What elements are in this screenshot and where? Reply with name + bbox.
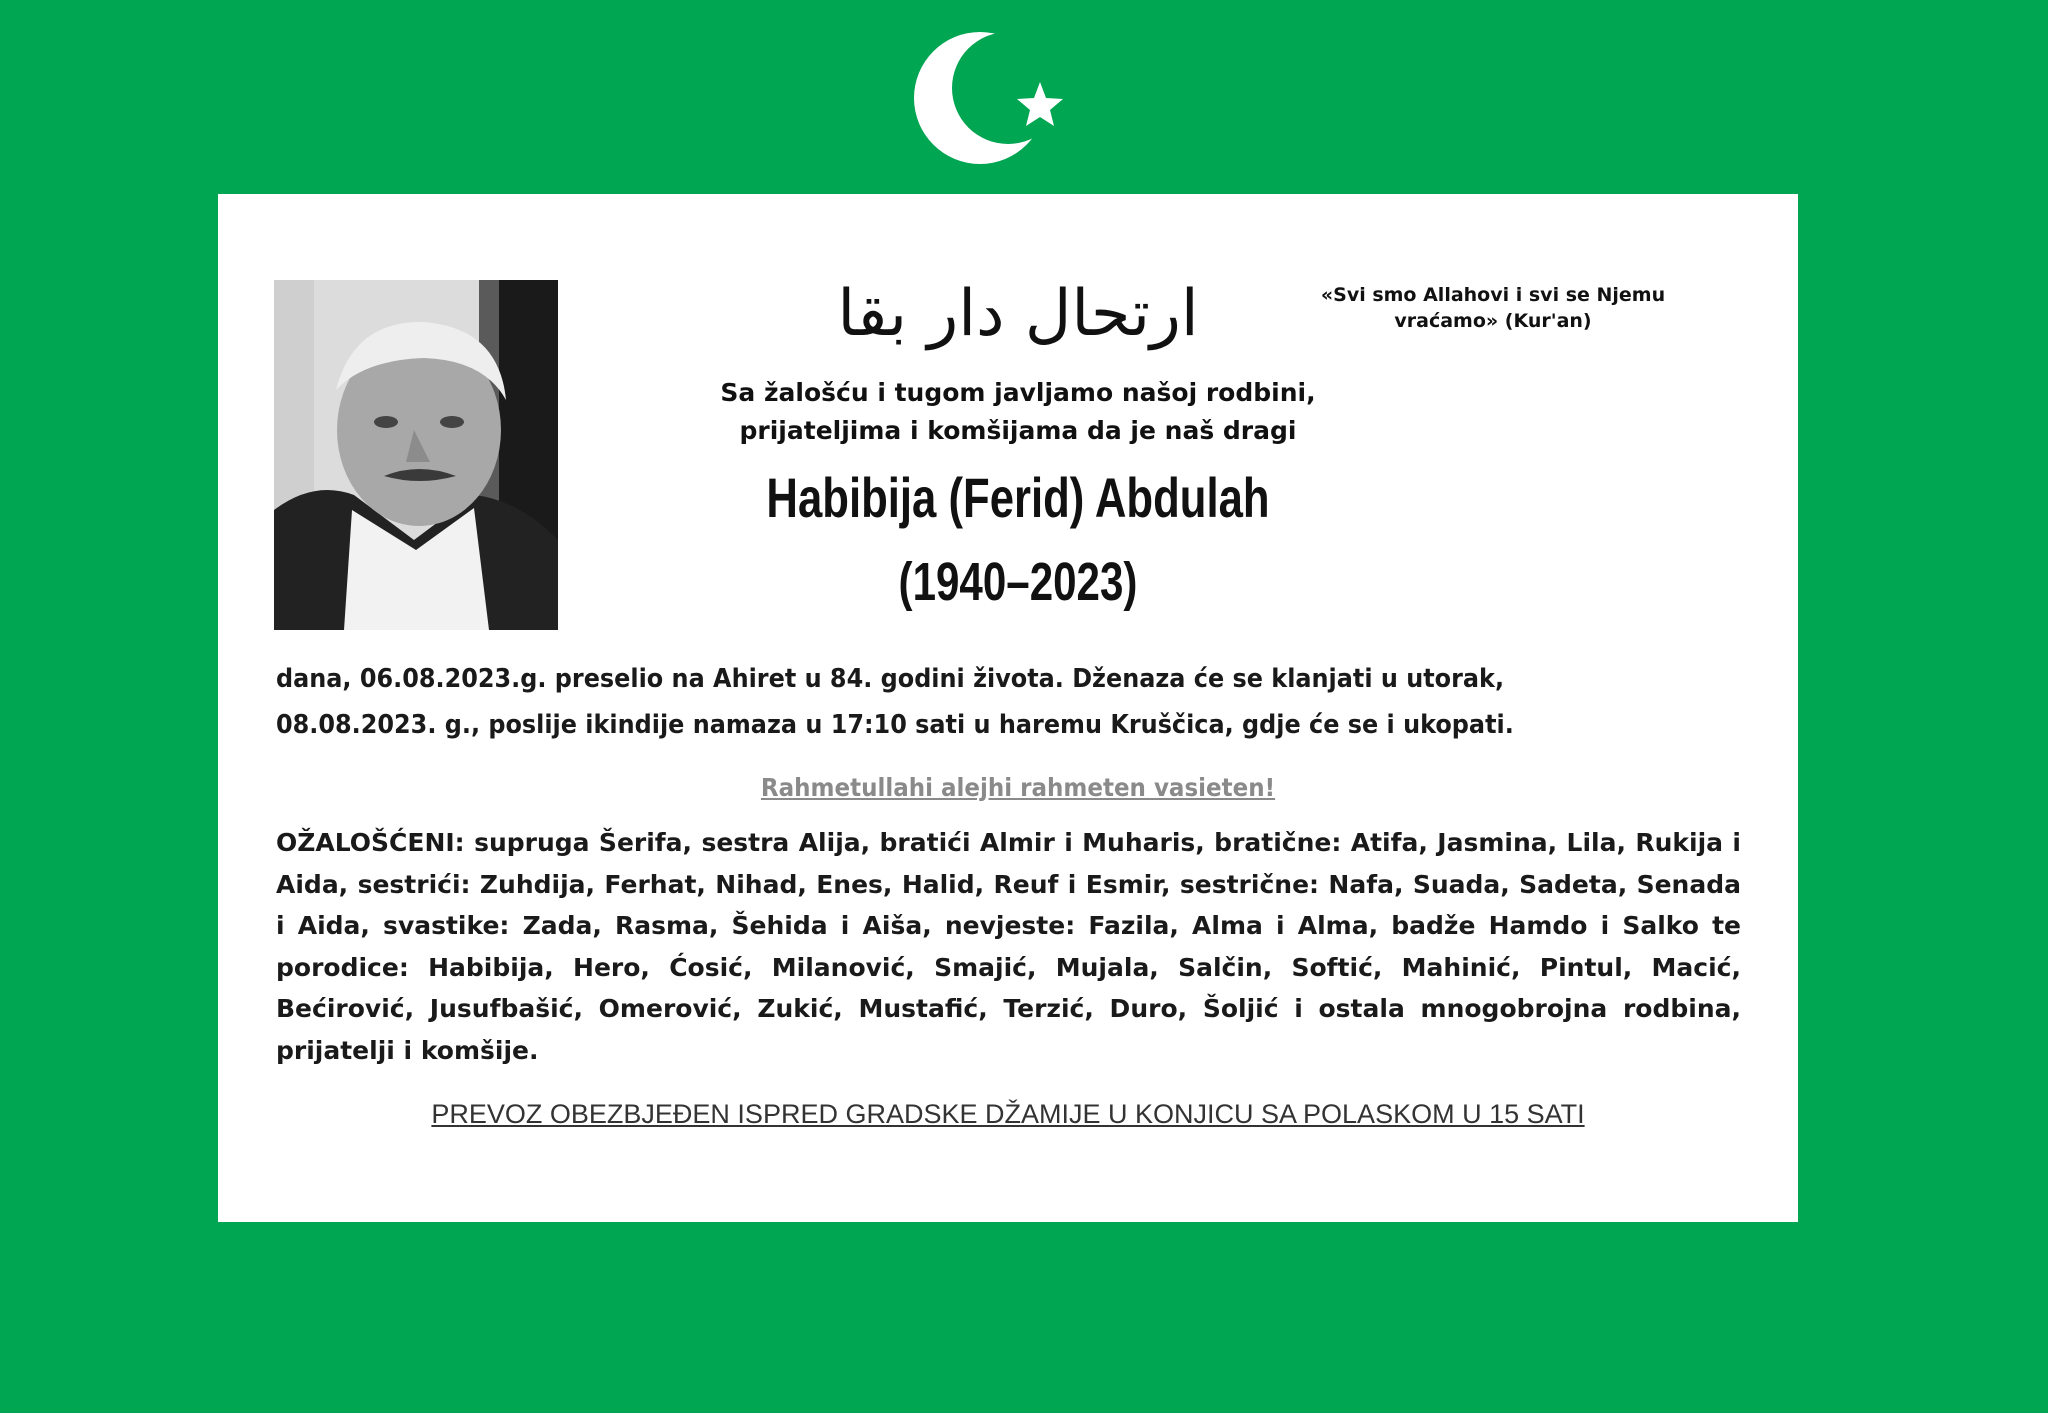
quran-quote: «Svi smo Allahovi i svi se Njemu vraćamo» (Kur'an) bbox=[1320, 284, 1666, 332]
prayer-line: Rahmetullahi alejhi rahmeten vasieten! bbox=[760, 773, 1276, 802]
life-years: (1940–2023) bbox=[898, 552, 1138, 612]
portrait-image bbox=[274, 280, 558, 630]
funeral-announcement: dana, 06.08.2023.g. preselio na Ahiret u 84. godini života. Dženaza će se klanjati u utorak, 08.08.2023. g., poslije ikindije namaza u 17:10 sati u haremu Kruščica, gdje će se i ukopati. bbox=[276, 664, 1514, 740]
deceased-name: Habibija (Ferid) Abdulah bbox=[766, 466, 1270, 529]
crescent-star-icon bbox=[912, 20, 1082, 190]
mourners-list: OŽALOŠĆENI: supruga Šerifa, sestra Alija, bratići Almir i Muharis, bratične: Atifa, Jasmina, Lila, Rukija i Aida, sestrići: Zuhdija, Ferhat, Nihad, Enes, Halid, Reuf i Esmir, sestrične: Nafa, Suada, Sadeta, Senada i Aida, svastike: Zada, Rasma, Šehida i Aiša, nevjeste: Fazila, Alma i Alma, badže Hamdo i Salko te porodice: Habibija, Hero, Ćosić, Milanović, Smajić, Mujala, Salčin, Softić, Mahinić, Pintul, Macić, Bećirović, Jusufbašić, Omerović, Zukić, Mustafić, Terzić, Duro, Šoljić i ostala mnogobrojna rodbina, prijatelji i komšije. bbox=[276, 828, 1741, 1065]
obituary-card bbox=[218, 194, 1798, 1222]
arabic-heading: ارتحال دار بقا bbox=[837, 277, 1199, 351]
portrait-photo bbox=[274, 280, 558, 630]
intro-text: Sa žalošću i tugom javljamo našoj rodbini, prijateljima i komšijama da je naš dragi bbox=[720, 378, 1316, 445]
transport-notice: PREVOZ OBEZBJEĐEN ISPRED GRADSKE DŽAMIJE U KONJICU SA POLASKOM U 15 SATI bbox=[431, 1099, 1585, 1129]
